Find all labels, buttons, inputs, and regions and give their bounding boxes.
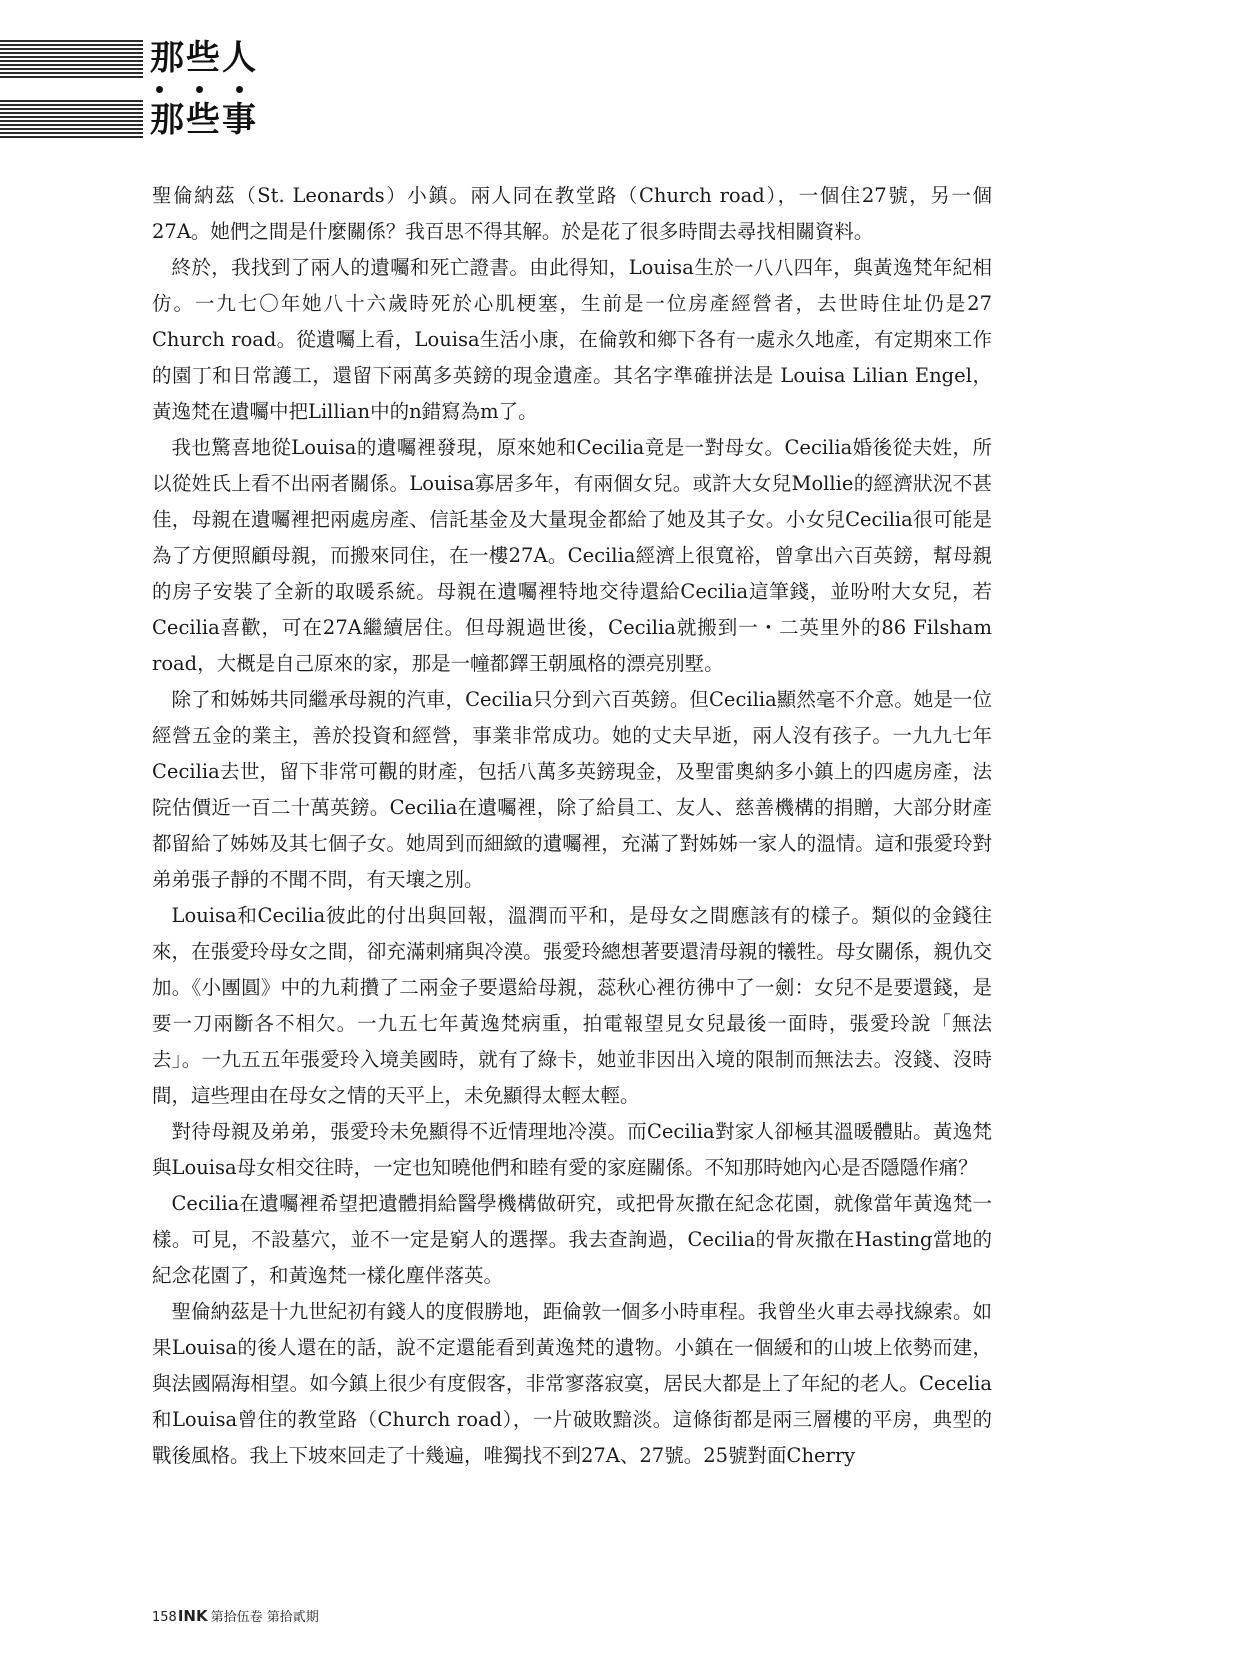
dot-icon — [156, 86, 163, 93]
decorative-lines-bottom — [0, 100, 143, 140]
paragraph: 對待母親及弟弟，張愛玲未免顯得不近情理地冷漠。而Cecilia對家人卻極其溫暖體貼。黃逸梵與Louisa母女相交往時，一定也知曉他們和睦有愛的家庭關係。不知那時她內心是否隱隱作痛？ — [152, 1120, 992, 1179]
decorative-lines-top — [0, 40, 143, 80]
page-number: 158 — [152, 1610, 177, 1625]
dot-icon — [196, 86, 203, 93]
magazine-name: INK — [177, 1607, 208, 1625]
paragraph: 聖倫納茲是十九世紀初有錢人的度假勝地，距倫敦一個多小時車程。我曾坐火車去尋找線索。如果Louisa的後人還在的話，說不定還能看到黃逸梵的遺物。小鎮在一個緩和的山坡上依勢而建，與法國隔海相望。如今鎮上很少有度假客，非常寥落寂寞，居民大都是上了年紀的老人。Cecelia和Louisa曾住的教堂路（Church road），一片破敗黯淡。這條街都是兩三層樓的平房，典型的戰後風格。我上下坡來回走了十幾遍，唯獨找不到27A、27號。25號對面Cherry — [152, 1300, 992, 1467]
section-title-line1: 那些人 — [150, 38, 258, 78]
article-body — [152, 178, 992, 1474]
paragraph: 除了和姊姊共同繼承母親的汽車，Cecilia只分到六百英鎊。但Cecilia顯然毫不介意。她是一位經營五金的業主，善於投資和經營，事業非常成功。她的丈夫早逝，兩人沒有孩子。一九九七年Cecilia去世，留下非常可觀的財產，包括八萬多英鎊現金，及聖雷奧納多小鎮上的四處房產，法院估價近一百二十萬英鎊。Cecilia在遺囑裡，除了給員工、友人、慈善機構的捐贈，大部分財產都留給了姊姊及其七個子女。她周到而細緻的遺囑裡，充滿了對姊姊一家人的溫情。這和張愛玲對弟弟張子靜的不聞不問，有天壤之別。 — [152, 688, 992, 891]
issue-label: 第拾伍卷 第拾貳期 — [210, 1610, 319, 1625]
dot-icon — [236, 86, 243, 93]
paragraph: 聖倫納茲（St. Leonards）小鎮。兩人同在教堂路（Church road），一個住27號，另一個27A。她們之間是什麼關係？我百思不得其解。於是花了很多時間去尋找相關資料。 — [152, 184, 992, 243]
section-title-line2: 那些事 — [150, 100, 258, 140]
paragraph: Louisa和Cecilia彼此的付出與回報，溫潤而平和，是母女之間應該有的樣子。類似的金錢往來，在張愛玲母女之間，卻充滿刺痛與冷漠。張愛玲總想著要還清母親的犧牲。母女關係，親仇交加。《小團圓》中的九莉攢了二兩金子要還給母親，蕊秋心裡彷彿中了一劍：女兒不是要還錢，是要一刀兩斷各不相欠。一九五七年黃逸梵病重，拍電報望見女兒最後一面時，張愛玲說「無法去」。一九五五年張愛玲入境美國時，就有了綠卡，她並非因出入境的限制而無法去。沒錢、沒時間，這些理由在母女之情的天平上，未免顯得太輕太輕。 — [152, 904, 992, 1107]
paragraph: Cecilia在遺囑裡希望把遺體捐給醫學機構做研究，或把骨灰撒在紀念花園，就像當年黃逸梵一樣。可見，不設墓穴，並不一定是窮人的選擇。我去查詢過，Cecilia的骨灰撒在Hasting當地的紀念花園了，和黃逸梵一樣化塵伴落英。 — [152, 1192, 992, 1287]
paragraph: 終於，我找到了兩人的遺囑和死亡證書。由此得知，Louisa生於一八八四年，與黃逸梵年紀相仿。一九七〇年她八十六歲時死於心肌梗塞，生前是一位房產經營者，去世時住址仍是27 Church road。從遺囑上看，Louisa生活小康，在倫敦和鄉下各有一處永久地產，有定期來工作的園丁和日常護工，還留下兩萬多英鎊的現金遺產。其名字準確拼法是 Louisa Lilian Engel，黃逸梵在遺囑中把Lillian中的n錯寫為m了。 — [152, 256, 992, 423]
paragraph: 我也驚喜地從Louisa的遺囑裡發現，原來她和Cecilia竟是一對母女。Cecilia婚後從夫姓，所以從姓氏上看不出兩者關係。Louisa寡居多年，有兩個女兒。或許大女兒Mollie的經濟狀況不甚佳，母親在遺囑裡把兩處房產、信託基金及大量現金都給了她及其子女。小女兒Cecilia很可能是為了方便照顧母親，而搬來同住，在一樓27A。Cecilia經濟上很寬裕，曾拿出六百英鎊，幫母親的房子安裝了全新的取暖系統。母親在遺囑裡特地交待還給Cecilia這筆錢，並吩咐大女兒，若Cecilia喜歡，可在27A繼續居住。但母親過世後，Cecilia就搬到一・二英里外的86 Filsham road，大概是自己原來的家，那是一幢都鐸王朝風格的漂亮別墅。 — [152, 436, 992, 675]
page-footer — [152, 1608, 319, 1626]
section-header — [0, 0, 260, 150]
decorative-dots — [152, 80, 248, 100]
